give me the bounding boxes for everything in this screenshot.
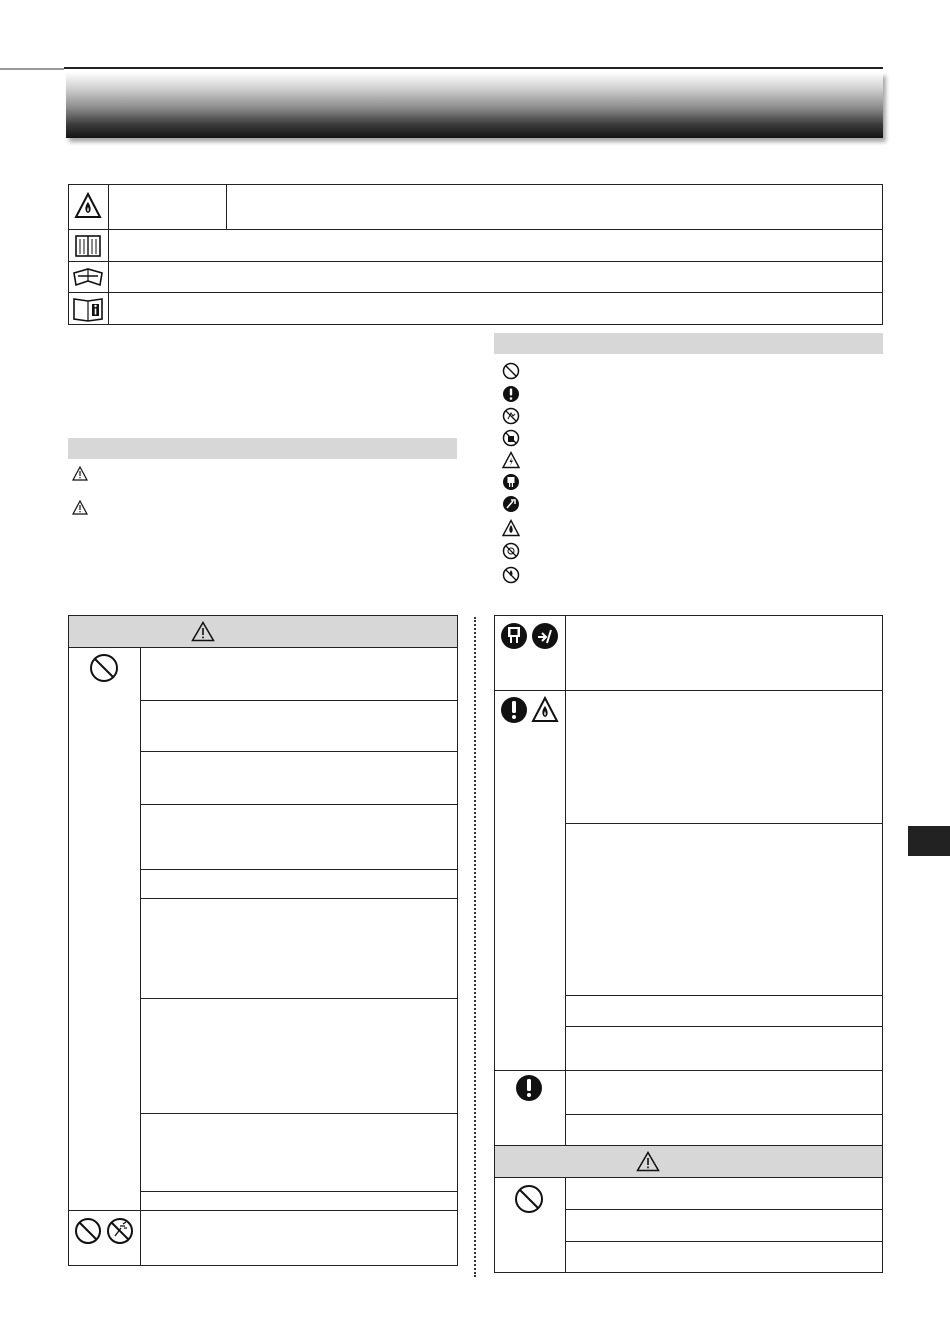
grounding-icon [502, 495, 520, 513]
legend-row-line [68, 261, 883, 262]
side-tab[interactable] [908, 826, 950, 856]
symbols-header [494, 333, 883, 354]
table-line [140, 751, 458, 752]
manual-book-icon [74, 233, 102, 259]
table-divider [140, 647, 141, 1266]
no-disassemble-icon [502, 542, 520, 560]
table-line [140, 998, 458, 999]
table-line [565, 823, 883, 824]
table-line [565, 1241, 883, 1242]
no-touch-icon [502, 407, 520, 425]
warning-triangle-icon [72, 466, 88, 481]
top-rule [0, 68, 64, 70]
no-wet-icon [502, 429, 520, 447]
mandatory-icon [500, 696, 528, 724]
table-line [140, 700, 458, 701]
table-line [68, 1210, 458, 1211]
mandatory-icon [515, 1074, 543, 1102]
caution-triangle-icon [636, 1151, 660, 1172]
table-line [494, 1177, 883, 1178]
info-manual-icon [72, 296, 104, 322]
mandatory-icon [502, 385, 520, 403]
unplug-icon [500, 622, 528, 650]
table-line [140, 1113, 458, 1114]
prohibited-icon [502, 362, 520, 380]
legend-divider [108, 184, 109, 325]
legend-row-line [68, 292, 883, 293]
column-separator [474, 617, 476, 1277]
table-line [494, 690, 883, 691]
unplug-icon [502, 473, 520, 491]
table-line [140, 804, 458, 805]
prohibited-icon [514, 1184, 544, 1214]
prohibited-icon [89, 653, 119, 683]
no-water-spray-icon [106, 1217, 134, 1245]
table-line [565, 1114, 883, 1115]
no-water-icon [502, 566, 520, 584]
table-line [565, 1026, 883, 1027]
warning-levels-header [68, 438, 457, 459]
section-banner [66, 72, 883, 138]
electric-shock-icon [502, 451, 520, 469]
warning-table-left-header [69, 616, 457, 647]
open-manual-icon [72, 265, 104, 289]
warning-triangle-icon [191, 621, 215, 642]
caution-triangle-icon [72, 500, 88, 515]
caution-table-header [495, 1146, 882, 1177]
warning-table-left [68, 615, 458, 1266]
flammable-icon [531, 696, 559, 724]
table-line [565, 995, 883, 996]
flammable-warning-icon [74, 192, 102, 220]
flammable-icon [502, 519, 520, 537]
legend-table [68, 184, 883, 325]
banner-rule [64, 67, 883, 69]
table-line [68, 647, 458, 648]
table-line [140, 869, 458, 870]
legend-row-line [68, 229, 883, 230]
table-line [140, 1191, 458, 1192]
table-line [494, 1070, 883, 1071]
legend-divider [226, 184, 227, 230]
table-line [140, 898, 458, 899]
grounding-icon [531, 622, 559, 650]
table-divider [565, 615, 566, 1146]
table-divider [565, 1177, 566, 1273]
prohibited-icon [74, 1217, 102, 1245]
table-line [565, 1209, 883, 1210]
